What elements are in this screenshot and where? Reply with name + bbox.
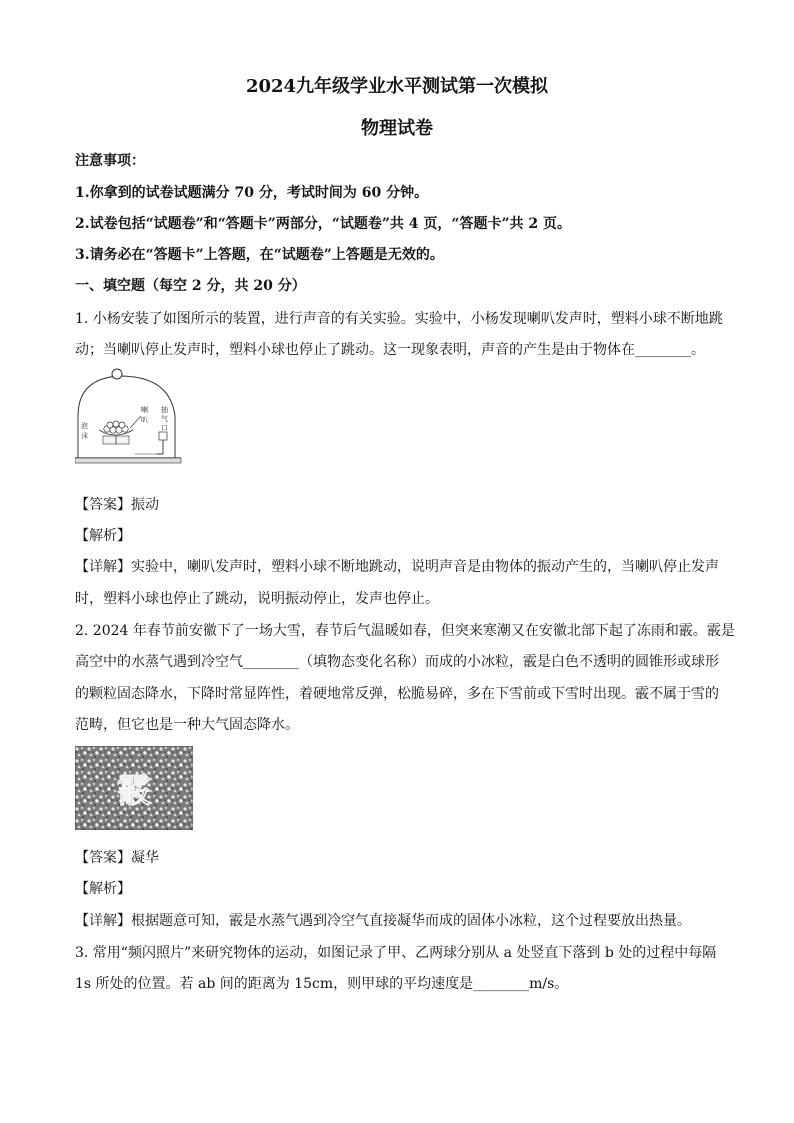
notes-heading: 注意事项： bbox=[75, 153, 145, 169]
q2-analysis: 【解析】 bbox=[75, 881, 131, 897]
note-item-1: 1.你拿到的试卷试题满分 70 分，考试时间为 60 分钟。 bbox=[75, 185, 429, 201]
q2-line-3: 的颗粒固态降水，下降时常显阵性，着硬地常反弹，松脆易碎，多在下雪前或下雪时出现。霰不属于雪的 bbox=[75, 686, 719, 702]
note-item-3: 3.请务必在“答题卡”上答题，在“试题卷”上答题是无效的。 bbox=[75, 247, 444, 263]
q1-answer: 【答案】振动 bbox=[75, 497, 159, 513]
q2-line-4: 范畴，但它也是一种大气固态降水。 bbox=[75, 717, 299, 733]
pump-label: 抽 bbox=[161, 406, 168, 414]
q1-detail-1: 【详解】实验中，喇叭发声时，塑料小球不断地跳动，说明声音是由物体的振动产生的，当喇叭停止发声 bbox=[75, 559, 719, 575]
foam-label: 泡 bbox=[81, 422, 88, 430]
q3-line-1: 3. 常用“频闪照片”来研究物体的运动，如图记录了甲、乙两球分别从 a 处竖直下落到 b 处的过程中每隔 bbox=[75, 945, 717, 961]
section-heading: 一、填空题（每空 2 分，共 20 分） bbox=[75, 278, 306, 294]
q2-line-2: 高空中的水蒸气遇到冷空气________（填物态变化名称）而成的小冰粒，霰是白色不透明的圆锥形或球形 bbox=[75, 654, 719, 670]
q1-analysis: 【解析】 bbox=[75, 528, 131, 544]
svg-text:气: 气 bbox=[161, 415, 168, 423]
speaker-label: 喇 bbox=[141, 406, 148, 414]
exam-title: 2024九年级学业水平测试第一次模拟 bbox=[245, 76, 549, 97]
svg-text:叭: 叭 bbox=[141, 416, 148, 424]
q2-answer: 【答案】凝华 bbox=[75, 850, 159, 866]
q1-line-2: 动；当喇叭停止发声时，塑料小球也停止了跳动。这一现象表明，声音的产生是由于物体在________。 bbox=[75, 342, 705, 358]
q2-detail-1: 【详解】根据题意可知，霰是水蒸气遇到冷空气直接凝华而成的固体小冰粒，这个过程要放出热量。 bbox=[75, 913, 691, 929]
q1-line-1: 1. 小杨安装了如图所示的装置，进行声音的有关实验。实验中，小杨发现喇叭发声时，塑料小球不断地跳 bbox=[75, 311, 723, 327]
q3-line-2: 1s 所处的位置。若 ab 间的距离为 15cm，则甲球的平均速度是________m/s。 bbox=[75, 976, 569, 992]
graupel-photo bbox=[75, 746, 193, 830]
svg-text:口: 口 bbox=[161, 424, 168, 432]
graupel-character: 霰 bbox=[117, 771, 151, 811]
note-item-2: 2.试卷包括“试题卷”和“答题卡”两部分，“试题卷”共 4 页，“答题卡”共 2 页。 bbox=[75, 216, 572, 232]
svg-text:沫: 沫 bbox=[81, 432, 88, 440]
bell-jar-figure bbox=[75, 368, 185, 468]
q2-line-1: 2. 2024 年春节前安徽下了一场大雪，春节后气温暖如春，但突来寒潮又在安徽北部下起了冻雨和霰。霰是 bbox=[75, 623, 735, 639]
q1-detail-2: 时，塑料小球也停止了跳动，说明振动停止，发声也停止。 bbox=[75, 591, 439, 607]
exam-subtitle: 物理试卷 bbox=[361, 118, 433, 139]
